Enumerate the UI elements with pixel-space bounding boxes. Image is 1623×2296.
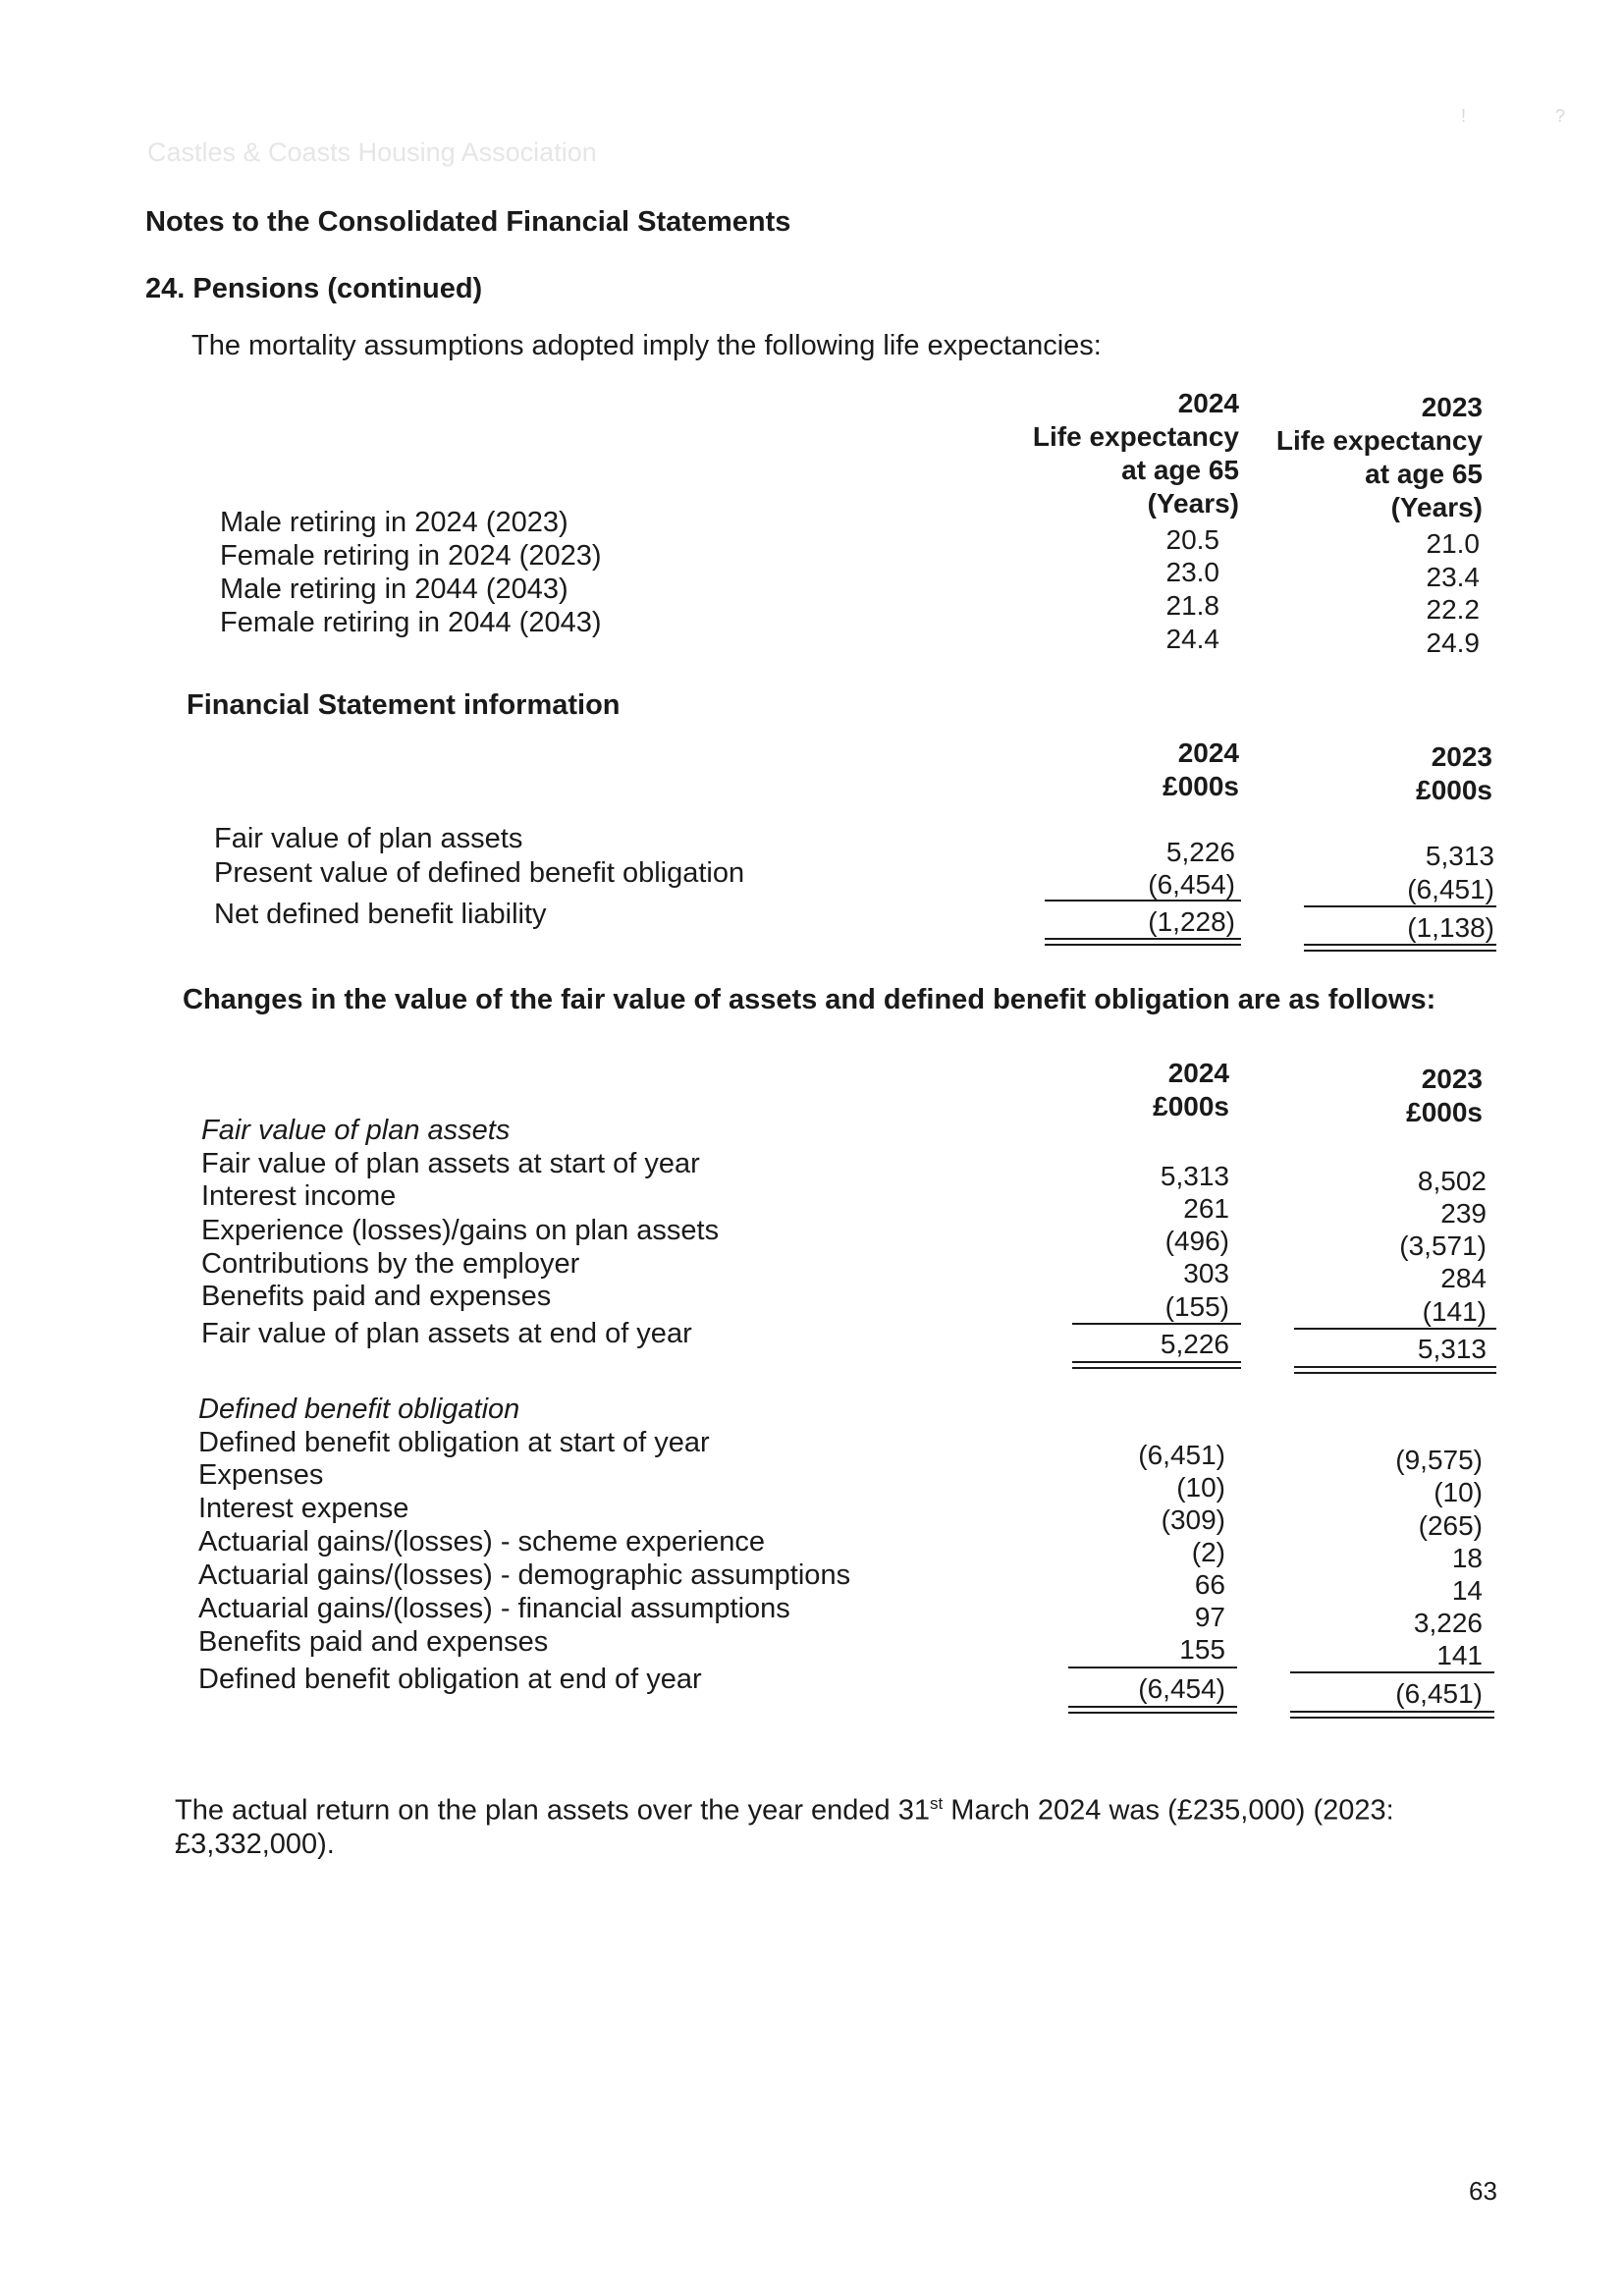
life-value-2024: 23.0: [1165, 557, 1219, 587]
note-heading: 24. Pensions (continued): [145, 273, 483, 304]
assets-value-2024: 5,313: [1160, 1161, 1229, 1191]
obligation-row-label: Actuarial gains/(losses) - demographic assumptions: [198, 1559, 851, 1591]
actual-return-text-start: The actual return on the plan assets over the year ended 31: [175, 1794, 930, 1827]
assets-value-2023: 284: [1440, 1263, 1487, 1293]
changes-heading: Changes in the value of the fair value of assets and defined benefit obligation are as follows:: [183, 984, 1436, 1015]
fs-col-2024-unit: £000s: [1163, 771, 1239, 801]
changes-col-2024-year: 2024: [1167, 1058, 1229, 1088]
assets-row-label: Fair value of plan assets at end of year: [201, 1318, 692, 1349]
actual-return-note: [175, 1787, 1451, 1861]
fs-value-2024: (1,228): [1148, 906, 1235, 937]
obligation-2024-total-rule: [1068, 1706, 1237, 1714]
life-col-2023-line3: at age 65: [1365, 459, 1483, 489]
assets-value-2023: 8,502: [1417, 1166, 1487, 1196]
fs-2023-subtotal-rule: [1304, 905, 1496, 907]
obligation-row-label: Actuarial gains/(losses) - scheme experience: [198, 1526, 766, 1558]
organisation-name: Castles & Coasts Housing Association: [147, 137, 597, 167]
fs-col-2024-year: 2024: [1177, 738, 1239, 768]
changes-col-2024-header: [1013, 1057, 1229, 1123]
obligation-value-2024: 97: [1194, 1602, 1225, 1632]
obligation-value-2024: (309): [1161, 1504, 1225, 1535]
fs-col-2024-header: [1023, 737, 1239, 803]
obligation-value-2023: 141: [1436, 1640, 1483, 1670]
obligation-value-2023: 14: [1451, 1575, 1483, 1606]
assets-2024-subtotal-rule: [1072, 1323, 1241, 1325]
obligation-2024-subtotal-rule: [1068, 1667, 1237, 1668]
fs-2024-subtotal-rule: [1045, 900, 1241, 902]
life-row-label: Male retiring in 2044 (2043): [220, 574, 568, 605]
assets-subheading: Fair value of plan assets: [201, 1115, 511, 1146]
life-row-label: Male retiring in 2024 (2023): [220, 507, 568, 538]
assets-2023-total-rule: [1294, 1366, 1496, 1374]
obligation-value-2023: 3,226: [1413, 1608, 1483, 1638]
life-expectancy-intro: The mortality assumptions adopted imply the following life expectancies:: [191, 330, 1102, 361]
life-col-2023-header: [1267, 391, 1483, 524]
obligation-row-label: Actuarial gains/(losses) - financial assumptions: [198, 1593, 790, 1624]
fs-2023-total-rule: [1304, 944, 1496, 952]
page-number: 63: [1469, 2176, 1497, 2206]
life-col-2023-line4: (Years): [1390, 492, 1483, 522]
assets-value-2023: 239: [1440, 1198, 1487, 1229]
assets-value-2023: (3,571): [1399, 1230, 1487, 1261]
life-row-label: Female retiring in 2024 (2023): [220, 540, 602, 572]
fs-row-label: Present value of defined benefit obligation: [214, 857, 745, 889]
life-value-2023: 22.2: [1426, 594, 1480, 625]
corner-mark-left: !: [1461, 106, 1467, 126]
assets-row-label: Experience (losses)/gains on plan assets: [201, 1215, 720, 1246]
assets-value-2024: (496): [1164, 1226, 1229, 1256]
obligation-row-label: Expenses: [198, 1459, 324, 1491]
fs-row-label: Net defined benefit liability: [214, 899, 547, 930]
assets-value-2024: (155): [1164, 1291, 1229, 1322]
fs-value-2023: (1,138): [1407, 912, 1494, 943]
life-value-2024: 24.4: [1165, 624, 1219, 654]
life-col-2024-header: [1023, 387, 1239, 520]
life-col-2023-year: 2023: [1421, 392, 1483, 422]
assets-value-2024: 261: [1183, 1193, 1229, 1224]
obligation-row-label: Interest expense: [198, 1493, 409, 1524]
actual-return-text-end: March 2024 was (£235,000) (2023: £3,332,000).: [175, 1794, 1394, 1860]
fs-value-2024: (6,454): [1148, 869, 1235, 900]
life-row-label: Female retiring in 2044 (2043): [220, 607, 602, 638]
fs-value-2023: 5,313: [1425, 841, 1494, 871]
obligation-value-2024: (2): [1191, 1537, 1225, 1567]
assets-value-2023: 5,313: [1417, 1334, 1487, 1364]
obligation-2023-subtotal-rule: [1290, 1671, 1494, 1673]
obligation-value-2023: 18: [1451, 1543, 1483, 1573]
fs-col-2023-year: 2023: [1431, 741, 1492, 772]
changes-col-2023-header: [1267, 1063, 1483, 1129]
life-value-2023: 21.0: [1426, 528, 1480, 559]
assets-row-label: Fair value of plan assets at start of year: [201, 1148, 700, 1179]
fs-row-label: Fair value of plan assets: [214, 823, 523, 854]
life-value-2023: 24.9: [1426, 628, 1480, 658]
life-value-2024: 21.8: [1165, 590, 1219, 621]
assets-2023-subtotal-rule: [1294, 1328, 1496, 1330]
obligation-value-2023: (6,451): [1395, 1678, 1483, 1709]
fs-col-2023-unit: £000s: [1416, 775, 1492, 805]
life-col-2024-year: 2024: [1177, 388, 1239, 418]
fs-value-2023: (6,451): [1407, 874, 1494, 904]
fs-col-2023-header: [1276, 740, 1492, 807]
obligation-value-2024: (10): [1176, 1472, 1225, 1503]
financial-statement-heading: Financial Statement information: [187, 689, 621, 721]
fs-value-2024: 5,226: [1165, 837, 1235, 867]
life-value-2023: 23.4: [1426, 562, 1480, 592]
life-col-2024-line4: (Years): [1147, 488, 1239, 519]
page-title: Notes to the Consolidated Financial Statements: [145, 206, 791, 238]
assets-value-2023: (141): [1422, 1296, 1487, 1327]
obligation-row-label: Defined benefit obligation at end of year: [198, 1664, 702, 1695]
assets-value-2024: 303: [1183, 1258, 1229, 1288]
changes-col-2024-unit: £000s: [1153, 1091, 1229, 1121]
obligation-value-2024: (6,451): [1138, 1440, 1225, 1470]
obligation-row-label: Benefits paid and expenses: [198, 1626, 549, 1658]
life-col-2024-line2: Life expectancy: [1032, 421, 1239, 452]
assets-value-2024: 5,226: [1160, 1329, 1229, 1359]
assets-row-label: Interest income: [201, 1180, 397, 1212]
assets-row-label: Benefits paid and expenses: [201, 1281, 552, 1312]
obligation-2023-total-rule: [1290, 1711, 1494, 1719]
obligation-subheading: Defined benefit obligation: [198, 1394, 520, 1425]
assets-2024-total-rule: [1072, 1361, 1241, 1369]
obligation-value-2024: (6,454): [1138, 1673, 1225, 1704]
life-col-2024-line3: at age 65: [1121, 455, 1239, 485]
actual-return-ordinal-suffix: st: [930, 1794, 944, 1813]
life-col-2023-line2: Life expectancy: [1275, 425, 1483, 456]
obligation-value-2023: (265): [1418, 1510, 1483, 1541]
fs-2024-total-rule: [1045, 938, 1241, 946]
obligation-value-2024: 66: [1194, 1569, 1225, 1600]
changes-col-2023-unit: £000s: [1406, 1097, 1483, 1127]
obligation-value-2024: 155: [1179, 1634, 1225, 1665]
changes-col-2023-year: 2023: [1421, 1064, 1483, 1094]
obligation-row-label: Defined benefit obligation at start of year: [198, 1427, 710, 1458]
obligation-value-2023: (10): [1434, 1477, 1483, 1507]
life-value-2024: 20.5: [1165, 524, 1219, 555]
assets-row-label: Contributions by the employer: [201, 1248, 580, 1280]
corner-mark-right: ?: [1555, 106, 1566, 126]
obligation-value-2023: (9,575): [1395, 1445, 1483, 1475]
